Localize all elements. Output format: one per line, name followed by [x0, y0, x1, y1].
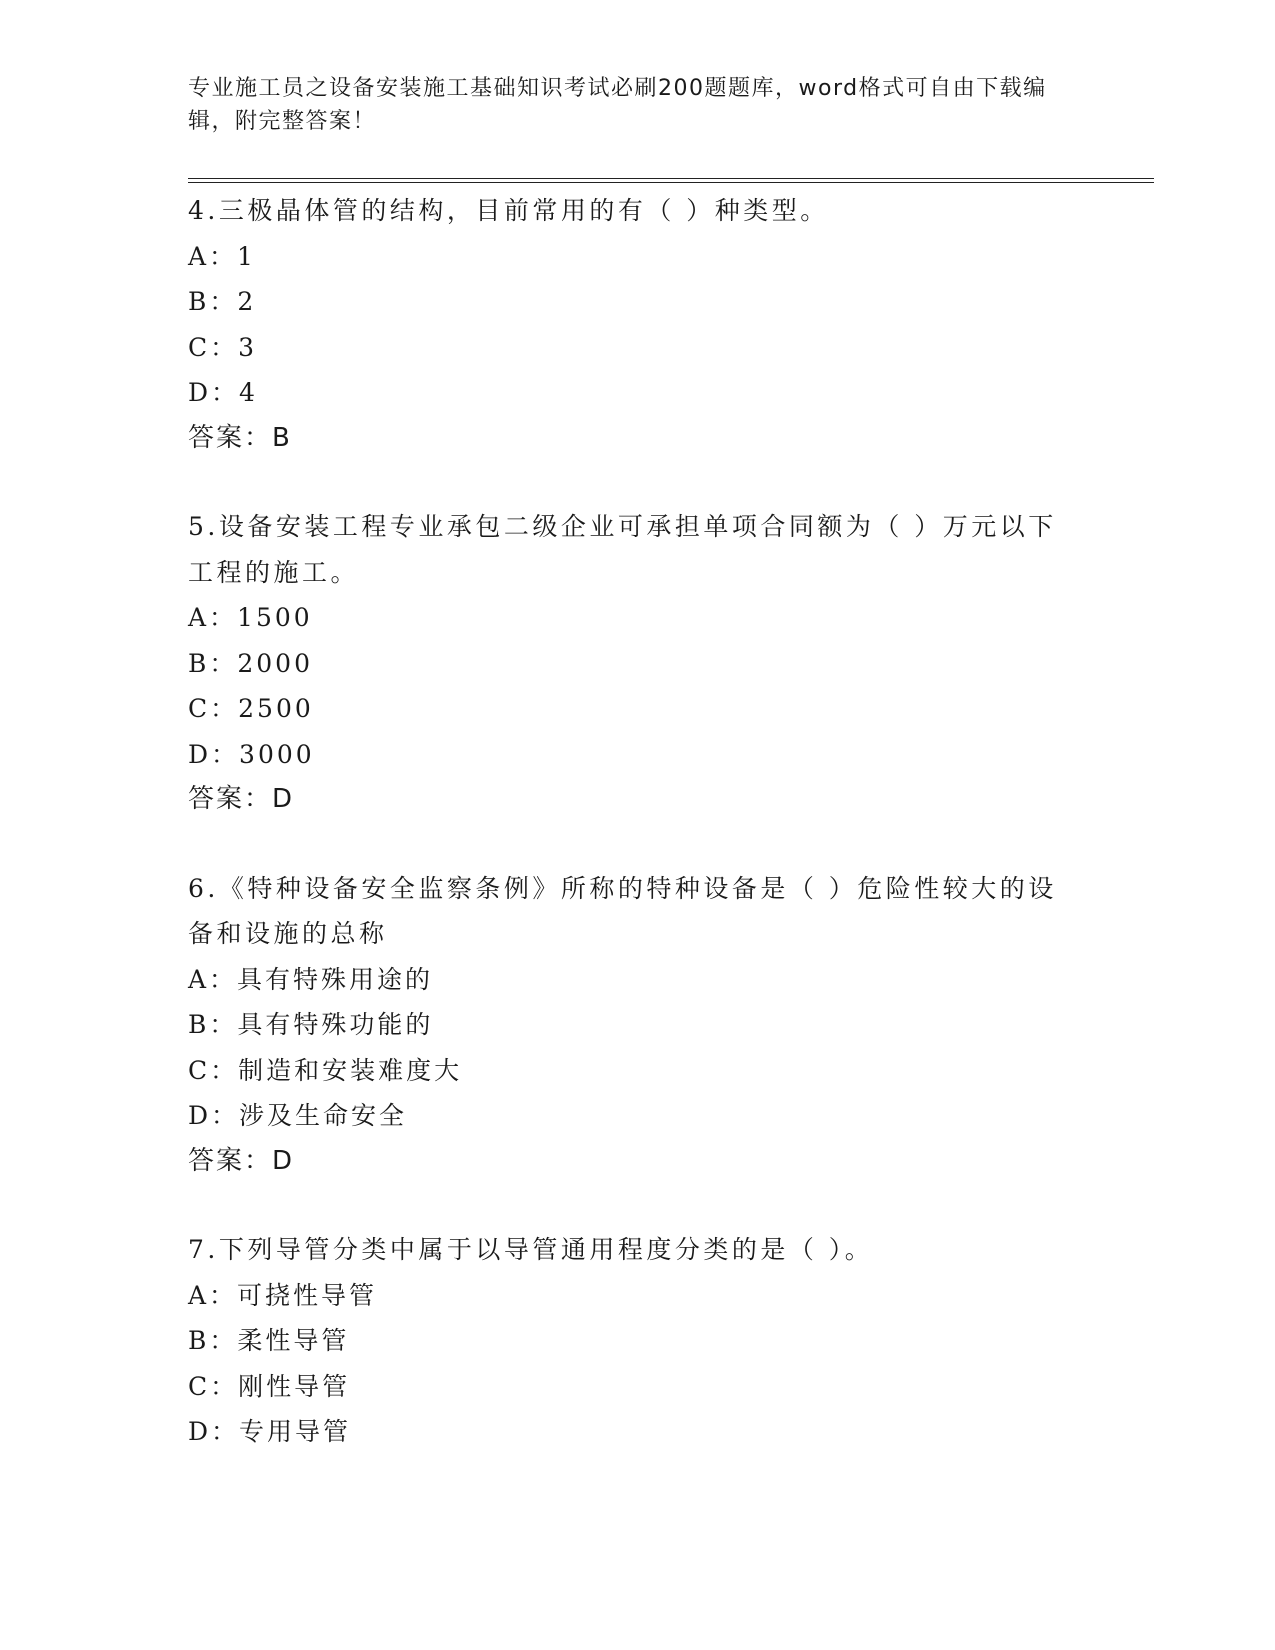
- question-5: [188, 504, 1068, 823]
- question-list: [188, 188, 1068, 1498]
- document-header: 专业施工员之设备安装施工基础知识考试必刷200题题库，word格式可自由下载编辑，附完整答案！: [188, 76, 1047, 134]
- option-b: B：2000: [188, 648, 313, 678]
- option-d: D：4: [188, 378, 258, 407]
- option-a: A：1500: [188, 603, 313, 632]
- question-stem: 4.三极晶体管的结构，目前常用的有（ ）种类型。: [188, 196, 829, 225]
- option-b: B：2: [188, 287, 257, 316]
- question-7: [188, 1227, 1068, 1455]
- question-stem: 7.下列导管分类中属于以导管通用程度分类的是（ ）。: [188, 1235, 874, 1264]
- option-c: C：2500: [188, 694, 314, 723]
- question-4: [188, 188, 1068, 461]
- question-stem: 5.设备安装工程专业承包二级企业可承担单项合同额为（ ）万元以下工程的施工。: [188, 512, 1057, 587]
- answer-line: 答案：B: [188, 422, 292, 453]
- option-b: B：具有特殊功能的: [188, 1010, 434, 1039]
- question-stem: 6.《特种设备安全监察条例》所称的特种设备是（ ）危险性较大的设备和设施的总称: [188, 873, 1057, 948]
- question-6: [188, 866, 1068, 1185]
- option-b: B：柔性导管: [188, 1326, 350, 1355]
- option-a: A：可挠性导管: [188, 1280, 378, 1310]
- option-a: A：具有特殊用途的: [188, 964, 434, 994]
- option-c: C：3: [188, 332, 258, 362]
- option-c: C：刚性导管: [188, 1371, 351, 1401]
- option-d: D：3000: [188, 739, 315, 769]
- option-d: D：专用导管: [188, 1417, 352, 1446]
- document-page: [188, 0, 1154, 1650]
- option-a: A：1: [188, 241, 256, 271]
- option-d: D：涉及生命安全: [188, 1101, 408, 1130]
- answer-line: 答案：D: [188, 784, 295, 814]
- answer-line: 答案：D: [188, 1145, 295, 1176]
- header-divider: [188, 178, 1154, 183]
- option-c: C：制造和安装难度大: [188, 1055, 463, 1085]
